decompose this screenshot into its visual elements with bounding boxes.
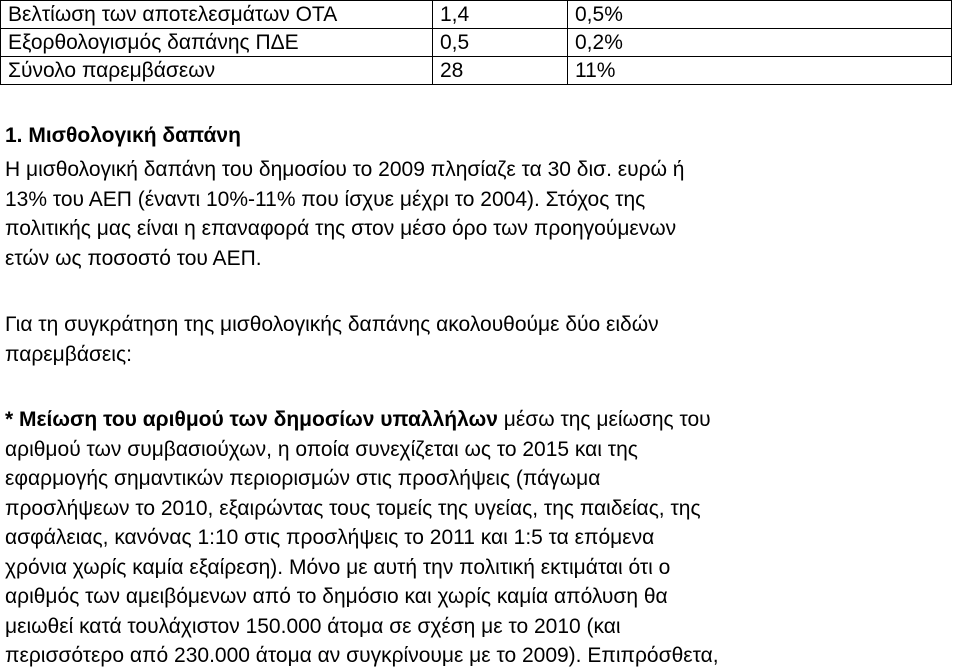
text-line: Για τη συγκράτηση της μισθολογικής δαπάνης ακολουθούμε δύο ειδών xyxy=(5,313,659,336)
row-value-percent: 11% xyxy=(568,57,952,85)
section-heading: 1. Μισθολογική δαπάνη xyxy=(5,124,241,147)
bold-lead: * Μείωση του αριθμού των δημοσίων υπαλλήλων xyxy=(5,408,498,431)
row-value-amount: 28 xyxy=(433,57,568,85)
row-label: Βελτίωση των αποτελεσμάτων ΟΤΑ xyxy=(1,1,433,29)
text-line: 13% του ΑΕΠ (έναντι 10%-11% που ίσχυε μέχρι το 2004). Στόχος της xyxy=(5,187,646,211)
table-row-total xyxy=(1,57,952,85)
row-label: Εξορθολογισμός δαπάνης ΠΔΕ xyxy=(1,29,433,57)
text-line: περισσότερο από 230.000 άτομα αν συγκρίνουμε με το 2009). Επιπρόσθετα, xyxy=(5,644,719,667)
text-line: Η μισθολογική δαπάνη του δημοσίου το 2009 πλησίαζε τα 30 δισ. ευρώ ή xyxy=(5,158,685,181)
row-value-amount: 1,4 xyxy=(433,1,568,29)
text-line: αριθμού των συμβασιούχων, η οποία συνεχίζεται ως το 2015 και της xyxy=(5,437,638,461)
summary-table xyxy=(0,0,952,85)
text-line: μειωθεί κατά τουλάχιστον 150.000 άτομα σε σχέση με το 2010 (και xyxy=(5,614,621,638)
text-line: χρόνια χωρίς καμία εξαίρεση). Μόνο με αυτή την πολιτική εκτιμάται ότι ο xyxy=(5,555,671,579)
paragraph-wage-bill xyxy=(5,155,955,273)
paragraph-interventions-intro xyxy=(5,310,955,369)
text-line-first xyxy=(5,405,955,435)
table-row xyxy=(1,29,952,57)
text-line: αριθμός των αμειβόμενων από το δημόσιο και χωρίς καμία απόλυση θα xyxy=(5,585,668,608)
row-value-percent: 0,5% xyxy=(568,1,952,29)
row-label: Σύνολο παρεμβάσεων xyxy=(1,57,433,85)
text-line: ετών ως ποσοστό του ΑΕΠ. xyxy=(5,246,262,270)
text-line: παρεμβάσεις: xyxy=(5,342,132,366)
row-value-amount: 0,5 xyxy=(433,29,568,57)
paragraph-staff-reduction xyxy=(5,405,955,671)
text-line: προσλήψεων το 2010, εξαιρώντας τους τομείς της υγείας, της παιδείας, της xyxy=(5,496,701,520)
first-line-rest: μέσω της μείωσης του xyxy=(497,408,711,431)
row-value-percent: 0,2% xyxy=(568,29,952,57)
table-row xyxy=(1,1,952,29)
text-line: πολιτικής μας είναι η επαναφορά της στον μέσο όρο των προηγούμενων xyxy=(5,217,677,240)
text-line: εφαρμογής σημαντικών περιορισμών στις προσλήψεις (πάγωμα xyxy=(5,467,601,490)
text-line: ασφάλειας, κανόνας 1:10 στις προσλήψεις το 2011 και 1:5 τα επόμενα xyxy=(5,526,655,549)
